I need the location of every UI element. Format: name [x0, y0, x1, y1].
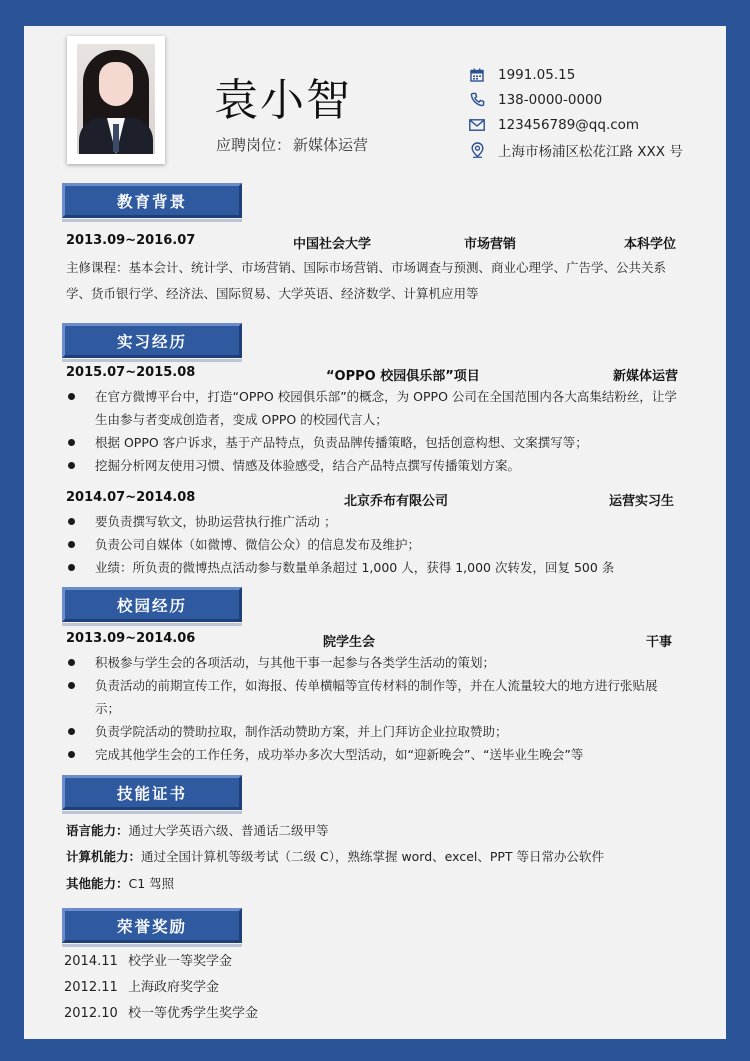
location-icon	[468, 141, 486, 159]
internship-1-period: 2015.07~2015.08	[66, 365, 196, 380]
candidate-name: 袁小智	[214, 75, 352, 126]
contact-address	[468, 137, 683, 162]
list-item: 业绩：所负责的微博热点活动参与数量单条超过 1,000 人，获得 1,000 次转发，回复 500 条	[68, 556, 682, 579]
campus-row	[66, 631, 678, 651]
list-item: 负责公司自媒体（如微博、微信公众）的信息发布及维护；	[68, 533, 682, 556]
skill-other	[66, 871, 174, 897]
education-degree: 本科学位	[623, 237, 676, 252]
list-item: 负责活动的前期宣传工作，如海报、传单横幅等宣传材料的制作等，并在人流量较大的地方进行张贴展示；	[68, 674, 682, 720]
education-school: 中国社会大学	[293, 237, 372, 252]
honor-item	[64, 949, 232, 975]
skill-computer	[66, 844, 604, 870]
contact-phone	[468, 87, 683, 112]
honor-year: 2012.10	[64, 1006, 118, 1021]
section-title-honors: 荣誉奖励	[62, 908, 242, 943]
list-item: 根据 OPPO 客户诉求，基于产品特点，负责品牌传播策略，包括创意构想、文案撰写等；	[68, 431, 682, 454]
skill-other-label: 其他能力：	[66, 876, 129, 891]
contact-email-text: 123456789@qq.com	[498, 116, 640, 133]
campus-period: 2013.09~2014.06	[66, 631, 196, 646]
honor-text: 上海政府奖学金	[128, 980, 220, 995]
skill-language-label: 语言能力：	[66, 823, 129, 838]
honor-year: 2014.11	[64, 954, 118, 969]
section-title-skills: 技能证书	[62, 775, 242, 810]
skill-language-text: 通过大学英语六级、普通话二级甲等	[128, 823, 329, 838]
phone-icon	[468, 91, 486, 109]
list-item: 完成其他学生会的工作任务，成功举办多次大型活动，如“迎新晚会”、“送毕业生晚会”等	[68, 743, 682, 766]
skill-other-text: C1 驾照	[128, 876, 175, 891]
internship-2-org: 北京乔布有限公司	[344, 494, 449, 509]
honor-year: 2012.11	[64, 980, 118, 995]
skill-computer-label: 计算机能力：	[66, 849, 142, 864]
list-item: 负责学院活动的赞助拉取，制作活动赞助方案，并上门拜访企业拉取赞助；	[68, 720, 682, 743]
education-courses: 主修课程：基本会计、统计学、市场营销、国际市场营销、市场调查与预测、商业心理学、广告学、公共关系学、货币银行学、经济法、国际贸易、大学英语、经济数学、计算机应用等	[66, 260, 667, 301]
internship-2-period: 2014.07~2014.08	[66, 490, 196, 505]
contact-email	[468, 112, 683, 137]
job-target-label: 应聘岗位：	[216, 136, 292, 154]
job-target	[214, 134, 368, 155]
list-item: 积极参与学生会的各项活动，与其他干事一起参与各类学生活动的策划；	[68, 651, 682, 674]
list-item: 在官方微博平台中，打造“OPPO 校园俱乐部”的概念，为 OPPO 公司在全国范围内各大高集结粉丝，让学生由参与者变成创造者，变成 OPPO 的校园代言人；	[68, 385, 682, 431]
internship-1-role: 新媒体运营	[612, 369, 678, 384]
contact-birthday	[468, 62, 683, 87]
internship-row-1	[66, 365, 678, 385]
internship-1-points	[68, 385, 682, 477]
mail-icon	[468, 116, 486, 134]
profile-photo	[67, 36, 165, 164]
contact-address-text: 上海市杨浦区松花江路 XXX 号	[498, 143, 683, 160]
skill-language	[66, 818, 329, 844]
education-period: 2013.09~2016.07	[66, 233, 196, 248]
calendar-icon	[468, 66, 486, 84]
section-title-internship: 实习经历	[62, 323, 242, 358]
section-title-campus: 校园经历	[62, 587, 242, 622]
skill-computer-text: 通过全国计算机等级考试（二级 C），熟练掌握 word、excel、PPT 等日常办公软件	[141, 849, 605, 864]
honor-text: 校一等优秀学生奖学金	[128, 1006, 259, 1021]
section-title-education: 教育背景	[62, 183, 242, 218]
internship-1-org: “OPPO 校园俱乐部”项目	[326, 369, 480, 384]
contact-birthday-text: 1991.05.15	[498, 66, 576, 83]
resume-page	[24, 26, 726, 1039]
internship-2-points	[68, 510, 682, 579]
internship-row-2	[66, 490, 678, 510]
education-major: 市场营销	[464, 237, 517, 252]
honor-item	[64, 975, 219, 1001]
list-item: 要负责撰写软文，协助运营执行推广活动 ；	[68, 510, 682, 533]
job-target-value: 新媒体运营	[293, 136, 369, 154]
campus-org: 院学生会	[323, 635, 376, 650]
campus-role: 干事	[645, 635, 672, 650]
contact-phone-text: 138-0000-0000	[498, 91, 603, 108]
internship-2-role: 运营实习生	[608, 494, 674, 509]
avatar	[77, 44, 155, 154]
honor-item	[64, 1001, 258, 1027]
contact-info	[468, 62, 683, 162]
list-item: 挖掘分析网友使用习惯、情感及体验感受，结合产品特点撰写传播策划方案。	[68, 454, 682, 477]
honor-text: 校学业一等奖学金	[128, 954, 233, 969]
campus-points	[68, 651, 682, 766]
education-row	[66, 233, 678, 253]
